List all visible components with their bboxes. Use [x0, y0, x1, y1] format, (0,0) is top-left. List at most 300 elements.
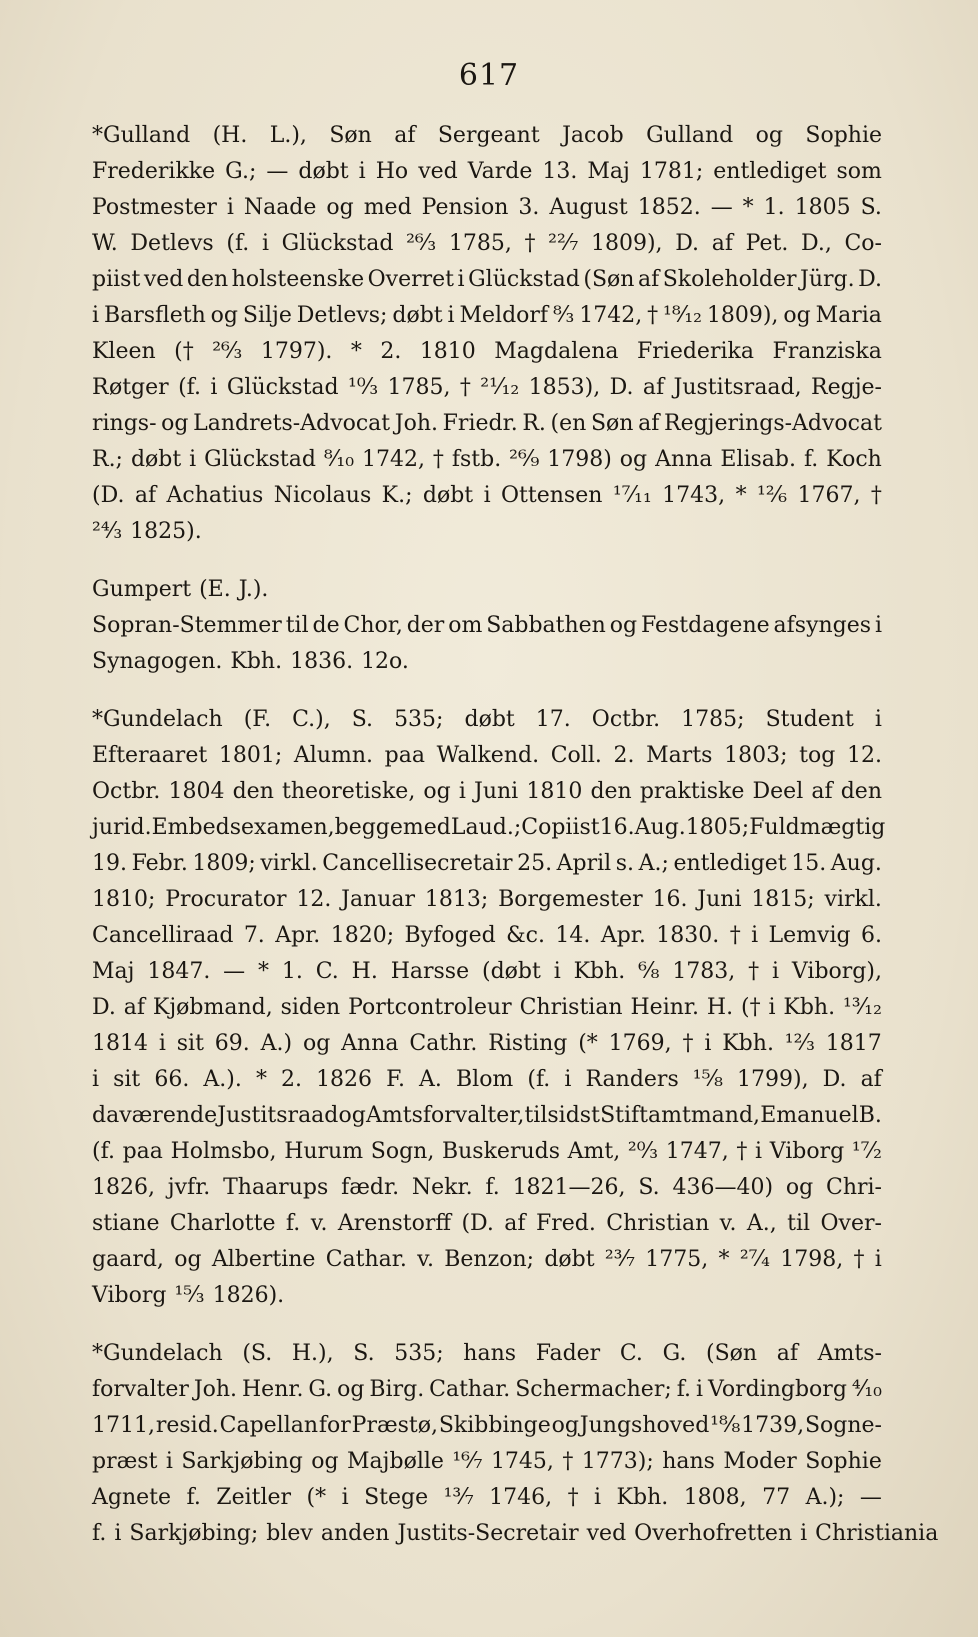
word: s.	[615, 851, 635, 876]
word: Stege	[364, 1485, 429, 1510]
word: Sogne-	[804, 1413, 882, 1438]
word: døbt	[130, 447, 182, 472]
word: (døbt	[481, 959, 541, 984]
word: 1852.	[637, 195, 701, 220]
word: Benzon;	[444, 1247, 535, 1272]
word: 1798)	[547, 447, 612, 472]
word: 1810	[526, 779, 583, 804]
text-line	[92, 608, 882, 644]
word: Deel	[752, 779, 804, 804]
word: 1746,	[489, 1485, 553, 1510]
word: Synagogen.	[92, 649, 223, 674]
word: Cancelliraad	[92, 923, 234, 948]
word: og	[755, 123, 783, 148]
word: i	[158, 1031, 166, 1056]
word: af	[504, 1211, 526, 1236]
word: *	[718, 1247, 730, 1272]
word: (f.	[527, 1067, 551, 1092]
word: Jürg.	[800, 267, 855, 292]
text-line	[92, 154, 882, 190]
word: August	[549, 195, 628, 220]
word: 15.	[791, 851, 827, 876]
word: og	[619, 447, 648, 472]
word: i	[751, 923, 759, 948]
word: Friedr.	[442, 411, 518, 436]
word: døbt	[298, 159, 349, 184]
word: og	[311, 1449, 339, 1474]
word: i	[772, 959, 780, 984]
word: Cathr.	[409, 1031, 478, 1056]
word: sit	[176, 1031, 204, 1056]
word: G.	[308, 1377, 333, 1402]
text-line	[92, 226, 882, 262]
word: i	[341, 1485, 349, 1510]
word: ¹⁸⁄₁₂	[663, 303, 702, 328]
word: Meldorf	[459, 303, 549, 328]
word: Barsfleth	[103, 303, 206, 328]
word: Randers	[585, 1067, 679, 1092]
entry-gumpert	[92, 572, 882, 680]
word: i	[755, 1139, 763, 1164]
word: R.;	[92, 447, 123, 472]
word: Ho	[375, 159, 409, 184]
word: D.	[609, 375, 634, 400]
word: og	[609, 613, 638, 638]
word: Coll.	[550, 743, 602, 768]
text-line	[92, 118, 882, 154]
word: af	[711, 231, 733, 256]
text-line	[92, 1134, 882, 1170]
word: †	[647, 303, 659, 328]
word: og	[423, 779, 451, 804]
text-line	[92, 738, 882, 774]
word: 1825).	[130, 519, 202, 544]
word: Albertine	[211, 1247, 316, 1272]
word: i	[564, 1067, 572, 1092]
word: Anna	[341, 1031, 399, 1056]
word: 1711,	[92, 1413, 155, 1438]
word: 1781;	[639, 159, 704, 184]
word: (Søn	[706, 1341, 758, 1366]
word: Januar	[341, 887, 416, 912]
word: Postmester	[92, 195, 217, 220]
word: Præstø,	[351, 1413, 439, 1438]
word: paa	[384, 743, 425, 768]
word: Copiist	[521, 815, 600, 840]
text-line	[92, 262, 882, 298]
word: 1809),	[706, 303, 779, 328]
text-line	[92, 1516, 939, 1552]
word: 1799),	[737, 1067, 809, 1092]
word: 1803;	[724, 743, 788, 768]
word: ²⁴⁄₃	[92, 519, 123, 544]
text-line	[92, 1206, 882, 1242]
page-number: 617	[458, 58, 520, 93]
word: døbt	[464, 707, 515, 732]
word: og	[785, 1175, 814, 1200]
word: Sogn,	[370, 1139, 435, 1164]
word: Thaarups	[223, 1175, 329, 1200]
word: Overhofretten	[634, 1521, 793, 1546]
word: —	[223, 959, 246, 984]
word: v.	[417, 1247, 434, 1272]
word: Marts	[646, 743, 713, 768]
text-line	[92, 1444, 882, 1480]
word: rings-	[92, 411, 157, 436]
word: Jungshoved	[579, 1413, 710, 1438]
word: (f.	[226, 231, 250, 256]
entry-gundelach-sh	[92, 1336, 939, 1552]
word: Glückstad	[468, 267, 580, 292]
word: †	[870, 483, 882, 508]
text-line	[92, 644, 882, 680]
word: ved	[143, 267, 184, 292]
word: ¹⁸⁄₈	[710, 1413, 741, 1438]
word: R.	[522, 411, 546, 436]
word: 1820;	[330, 923, 395, 948]
word: Borgemester	[498, 887, 643, 912]
word: døbt	[422, 483, 474, 508]
word: (*	[306, 1485, 327, 1510]
word: J.).	[238, 577, 269, 602]
word: 25.	[517, 851, 553, 876]
entry-gundelach-fc	[92, 702, 886, 1314]
word: 77	[762, 1485, 791, 1510]
word: Kleen	[92, 339, 156, 364]
word: 1785,	[387, 375, 451, 400]
entry-gulland	[92, 118, 882, 550]
text-line	[92, 1098, 882, 1134]
word: Glückstad	[226, 375, 339, 400]
word: S.	[353, 1341, 375, 1366]
word: 1767,	[797, 483, 861, 508]
word: 1830.	[656, 923, 720, 948]
word: Franziska	[772, 339, 882, 364]
word: Røtger	[92, 375, 169, 400]
text-line	[92, 572, 882, 608]
word: A.,	[746, 1211, 777, 1236]
word: Buskeruds	[441, 1139, 561, 1164]
word: i	[92, 303, 100, 328]
word: ved	[418, 159, 458, 184]
word: Regjerings-Advocat	[664, 411, 882, 436]
word: med	[363, 195, 412, 220]
word: 19.	[92, 851, 127, 876]
text-line	[92, 190, 882, 226]
word: S.	[638, 1175, 660, 1200]
text-line	[92, 1242, 882, 1278]
text-line	[92, 334, 882, 370]
word: ²³⁄₇	[604, 1247, 635, 1272]
word: af	[811, 779, 833, 804]
word: K.;	[381, 483, 413, 508]
word: ¹⁷⁄₂	[851, 1139, 882, 1164]
word: 1739,	[741, 1413, 805, 1438]
word: Procurator	[165, 887, 287, 912]
word: i	[165, 1449, 173, 1474]
word: Portcontroleur	[348, 995, 512, 1020]
word: ²⁶⁄₃	[212, 339, 243, 364]
word: 14.	[555, 923, 591, 948]
word: Harsse	[390, 959, 470, 984]
word: i	[874, 1247, 882, 1272]
word: April	[556, 851, 612, 876]
word: A.	[419, 1067, 442, 1092]
text-line	[92, 990, 882, 1026]
word: Kbh.	[783, 995, 836, 1020]
word: (Søn	[583, 267, 635, 292]
word: Justits-Secretair	[397, 1521, 579, 1546]
word: af	[860, 1067, 882, 1092]
word: Lemvig	[768, 923, 851, 948]
word: 436—40)	[672, 1175, 774, 1200]
word: af	[123, 995, 146, 1020]
word: (*	[578, 1031, 598, 1056]
word: (F.	[243, 707, 272, 732]
word: 1773);	[581, 1449, 654, 1474]
word: *Gulland	[92, 123, 191, 148]
word: †	[432, 447, 444, 472]
text-line	[92, 702, 882, 738]
word: C.),	[292, 707, 331, 732]
word: siden	[280, 995, 341, 1020]
word: Naade	[243, 195, 317, 220]
word: ¹²⁄₃	[784, 1031, 815, 1056]
word: 1747,	[665, 1139, 729, 1164]
word: 7.	[243, 923, 265, 948]
word: sit	[113, 1067, 141, 1092]
text-line	[92, 1408, 882, 1444]
word: Kbh.	[722, 1031, 774, 1056]
word: Kbh.	[616, 1485, 669, 1510]
word: fædr.	[341, 1175, 400, 1200]
word: 1810;	[92, 887, 156, 912]
word: praktiske	[639, 779, 745, 804]
word: Juni	[697, 887, 742, 912]
word: Pet.	[745, 231, 789, 256]
word: Zeitler	[216, 1485, 292, 1510]
word: som	[836, 159, 882, 184]
word: v.	[719, 1211, 737, 1236]
word: ²⁷⁄₄	[739, 1247, 770, 1272]
word: for	[318, 1413, 351, 1438]
word: Detlevs;	[296, 303, 388, 328]
word: (en	[550, 411, 587, 436]
word: 1826,	[92, 1175, 155, 1200]
word: Efteraaret	[92, 743, 208, 768]
word: W.	[92, 231, 118, 256]
word: Juni	[474, 779, 519, 804]
word: i	[704, 1031, 712, 1056]
word: Fuldmægtig	[749, 815, 886, 840]
word: 1785,	[448, 231, 512, 256]
word: Sarkjøbing	[181, 1449, 303, 1474]
word: Gumpert	[92, 577, 192, 602]
word: ²⁰⁄₃	[627, 1139, 659, 1164]
word: 1805	[794, 195, 851, 220]
word: Christian	[519, 995, 623, 1020]
word: Frederikke	[92, 159, 216, 184]
word: i	[874, 613, 882, 638]
word: *	[255, 1067, 267, 1092]
word: (f.	[92, 1139, 115, 1164]
word: —	[266, 159, 289, 184]
word: 1813;	[424, 887, 489, 912]
word: døbt	[544, 1247, 595, 1272]
word: tilsidst	[524, 1103, 600, 1128]
word: Hurum	[284, 1139, 364, 1164]
text-line	[92, 882, 882, 918]
word: ²¹⁄₁₂	[480, 375, 520, 400]
word: Majbølle	[347, 1449, 444, 1474]
word: *	[258, 959, 270, 984]
word: i	[447, 303, 455, 328]
word: i	[695, 1377, 704, 1402]
word: forvalter	[92, 1377, 189, 1402]
word: f.	[92, 1521, 107, 1546]
word: Skoleholder	[662, 267, 797, 292]
word: Aug.	[830, 851, 882, 876]
word: af	[394, 123, 416, 148]
word: Koch	[826, 447, 882, 472]
word: ¹³⁄₁₂	[842, 995, 882, 1020]
word: virkl.	[824, 887, 882, 912]
word: i	[483, 483, 491, 508]
word: i	[874, 707, 882, 732]
word: (†	[174, 339, 194, 364]
word: gaard,	[92, 1247, 164, 1272]
word: den	[186, 267, 229, 292]
word: paa	[122, 1139, 163, 1164]
word: v.	[310, 1211, 328, 1236]
word: 13.	[542, 159, 578, 184]
word: 1742,	[361, 447, 425, 472]
word: Amts-	[817, 1341, 882, 1366]
word: Vordingborg	[707, 1377, 847, 1402]
word: Kbh.	[230, 649, 283, 674]
word: af	[776, 1341, 799, 1366]
word: Student	[765, 707, 854, 732]
word: 2.	[380, 339, 402, 364]
word: 1836.	[290, 649, 354, 674]
text-line	[92, 442, 882, 478]
word: hans	[463, 1341, 517, 1366]
word: D.	[675, 231, 700, 256]
word: 1805;	[685, 815, 750, 840]
word: Capellan	[219, 1413, 319, 1438]
word: i	[261, 231, 269, 256]
word: Fader	[535, 1341, 601, 1366]
word: 1809),	[590, 231, 663, 256]
text-line	[92, 1480, 882, 1516]
word: (E.	[199, 577, 231, 602]
word: Maj	[92, 959, 135, 984]
text-line	[92, 1278, 882, 1314]
word: G.	[662, 1341, 687, 1366]
word: om	[448, 613, 483, 638]
word: Overret	[367, 267, 454, 292]
word: Sophie	[805, 123, 882, 148]
word: 12.	[296, 887, 332, 912]
word: D.	[858, 267, 882, 292]
word: Stiftamtmand,	[600, 1103, 761, 1128]
word: 1801;	[218, 743, 283, 768]
word: G.;	[225, 159, 257, 184]
text-line	[92, 810, 886, 846]
word: i	[226, 195, 234, 220]
word: Over-	[820, 1211, 882, 1236]
word: Elisab.	[720, 447, 796, 472]
text-line	[92, 918, 882, 954]
text-line	[92, 514, 882, 550]
word: den	[590, 779, 632, 804]
word: †	[567, 1485, 579, 1510]
word: Justitsraad	[217, 1103, 339, 1128]
word: S.	[860, 195, 882, 220]
word: Schermacher;	[515, 1377, 672, 1402]
word: Kjøbmand,	[152, 995, 273, 1020]
word: D.	[92, 995, 116, 1020]
word: og	[161, 411, 189, 436]
word: (D.	[92, 483, 125, 508]
text-line	[92, 774, 882, 810]
word: H.	[706, 995, 734, 1020]
word: f.	[186, 1485, 201, 1510]
word: 1817	[825, 1031, 882, 1056]
word: Skibbinge	[438, 1413, 551, 1438]
word: 1797).	[260, 339, 333, 364]
word: af	[637, 267, 660, 292]
word: ved	[586, 1521, 627, 1546]
word: og	[302, 1031, 331, 1056]
word: resid.	[155, 1413, 219, 1438]
word: Holmsbo,	[170, 1139, 277, 1164]
word: Christiania	[815, 1521, 939, 1546]
word: de	[312, 613, 340, 638]
text-line	[92, 370, 882, 406]
word: Fred.	[535, 1211, 596, 1236]
word: Ottensen	[501, 483, 603, 508]
word: 1745,	[490, 1449, 554, 1474]
word: tog	[799, 743, 836, 768]
word: 535;	[394, 707, 444, 732]
text-line	[92, 1372, 882, 1408]
word: ¹³⁄₇	[443, 1485, 474, 1510]
word: f.	[485, 1175, 500, 1200]
word: 1821—26,	[512, 1175, 626, 1200]
word: i	[210, 375, 218, 400]
word: 1785;	[681, 707, 745, 732]
word: A.).	[203, 1067, 242, 1092]
word: i	[553, 959, 561, 984]
word: Glückstad	[204, 447, 316, 472]
word: ¹⁵⁄₃	[174, 1283, 205, 1308]
word: Kbh.	[573, 959, 626, 984]
word: ¹⁵⁄₈	[692, 1067, 723, 1092]
word: *	[350, 339, 362, 364]
word: Viborg),	[791, 959, 882, 984]
word: †	[748, 959, 760, 984]
word: *Gundelach	[92, 1341, 223, 1366]
word: Glückstad	[281, 231, 394, 256]
word: Gulland	[646, 123, 734, 148]
word: *Gundelach	[92, 707, 223, 732]
text-line	[92, 1026, 882, 1062]
word: ²⁶⁄₉	[509, 447, 540, 472]
word: B.	[858, 1103, 882, 1128]
word: *	[735, 483, 747, 508]
word: af	[638, 411, 660, 436]
